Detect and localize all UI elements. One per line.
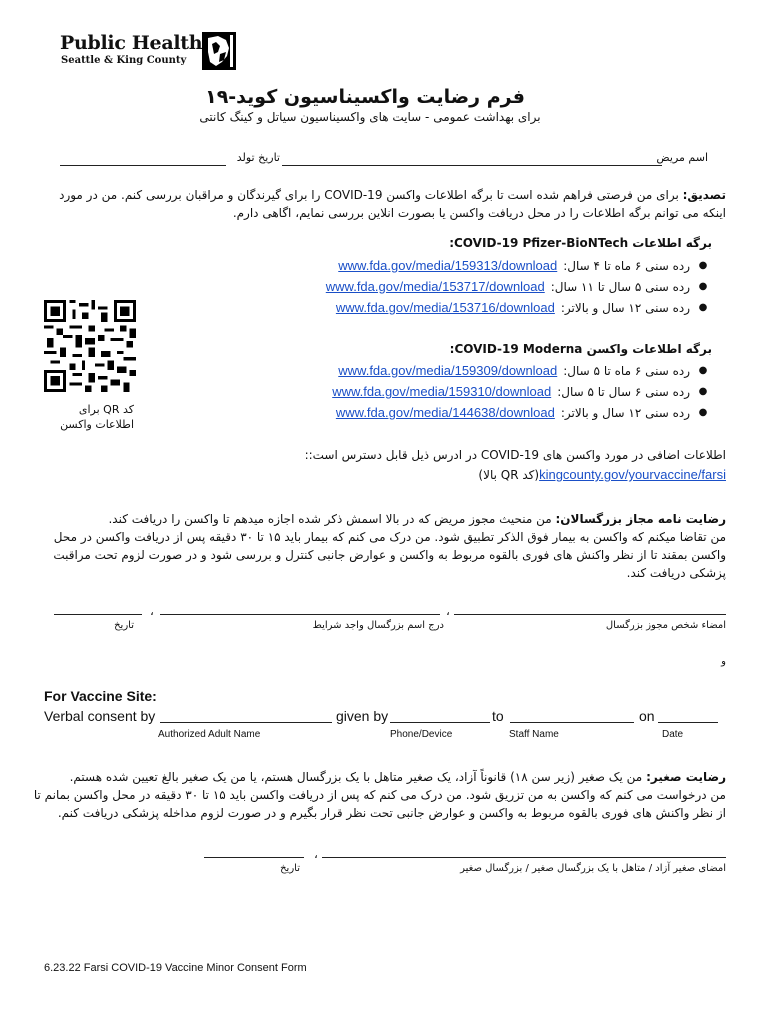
more-info-line2: kingcounty.gov/yourvaccine/farsi(کد QR بالا) (478, 467, 726, 482)
minor-signature-field[interactable] (322, 857, 726, 858)
list-item: ● رده سنی ۶ ماه تا ۵ سال: www.fda.gov/media/159309/download (190, 360, 710, 381)
phone-device-field[interactable] (390, 722, 490, 723)
guardian-consent-line4: پزشکی دریافت کند. (626, 566, 726, 580)
to-label: to (492, 708, 504, 724)
guardian-consent-line1: رضایت نامه مجاز بزرگسالان: من منحیث مجوز مریض که در بالا اسمش ذکر شده اجازه میدهم تا واکسن را دریافت کند. (108, 512, 726, 526)
bullet-icon: ● (698, 407, 708, 418)
qr-code-icon[interactable] (44, 300, 136, 392)
pfizer-link-3[interactable]: www.fda.gov/media/153716/download (335, 300, 555, 315)
verbal-consent-label: Verbal consent by (44, 708, 156, 724)
comma-separator: ، (150, 604, 154, 618)
dob-field[interactable] (60, 165, 226, 166)
list-item: ● رده سنی ۱۲ سال و بالاتر: www.fda.gov/media/144638/download (190, 402, 710, 423)
guardian-name-label: درج اسم بزرگسال واجد شرایط (312, 620, 444, 631)
public-health-logo (60, 32, 240, 70)
attestation-line1: تصدیق: برای من فرصتی فراهم شده است تا برگه اطلاعات واکسن COVID-19 را برای گیرندگان و مراقبان بررسی کنم. من در مورد (59, 188, 726, 202)
date-caption: Date (662, 729, 684, 740)
form-subtitle: برای بهداشت عمومی - سایت های واکسیناسیون سیاتل و کینگ کانتی (199, 110, 541, 124)
patient-name-field[interactable] (282, 165, 662, 166)
bullet-icon: ● (698, 302, 708, 313)
guardian-consent-lead: رضایت نامه مجاز بزرگسالان: (555, 512, 726, 526)
comma-separator: ، (446, 604, 450, 618)
list-item: ● رده سنی ۶ ماه تا ۴ سال: www.fda.gov/media/159313/download (190, 255, 710, 276)
consent-date-field[interactable] (658, 722, 718, 723)
dob-label: تاریخ تولد (236, 151, 280, 164)
patient-name-label: اسم مریض (656, 151, 708, 164)
minor-date-label: تاریخ (280, 863, 300, 874)
footer-form-id: 6.23.22 Farsi COVID-19 Vaccine Minor Consent Form (44, 962, 307, 974)
authorized-adult-name-caption: Authorized Adult Name (158, 729, 261, 740)
pfizer-heading: برگه اطلاعات COVID-19 Pfizer-BioNTech: (449, 236, 712, 250)
guardian-date-label: تاریخ (114, 620, 134, 631)
guardian-name-field[interactable] (160, 614, 440, 615)
minor-consent-line1: رضایت صغیر: من یک صغیر (زیر سن ۱۸) قانوناً آزاد، یک صغیر متاهل با یک بزرگسال هستم، یا من یک صغیر بالغ تعیین شده هستم. (69, 770, 726, 784)
list-item: ● رده سنی ۶ سال تا ۵ سال: www.fda.gov/media/159310/download (190, 381, 710, 402)
moderna-list (190, 360, 710, 423)
logo-title: Public Health (60, 32, 203, 54)
on-label: on (639, 708, 655, 724)
attestation-line2: اینکه می توانم برگه اطلاعات را در محل دریافت واکسن یا بصورت انلاین بررسی نمایم، اگاهی دارم. (232, 206, 726, 220)
pfizer-link-2[interactable]: www.fda.gov/media/153717/download (325, 279, 545, 294)
list-item: ● رده سنی ۱۲ سال و بالاتر: www.fda.gov/media/153716/download (190, 297, 710, 318)
form-title: فرم رضایت واکسیناسیون کوید-۱۹ (205, 86, 525, 108)
guardian-signature-label: امضاء شخص مجوز بزرگسال (605, 620, 726, 631)
guardian-date-field[interactable] (54, 614, 142, 615)
vaccine-site-heading: For Vaccine Site: (44, 688, 157, 704)
moderna-link-3[interactable]: www.fda.gov/media/144638/download (335, 405, 555, 420)
more-info-line1: اطلاعات اضافی در مورد واکسن های COVID-19 در ادرس ذیل قابل دسترس است:: (304, 448, 726, 462)
guardian-consent-line3: واکسن بمقند تا از نظر واکنش های فوری بالقوه مربوط به واکسن و عوارض جانبی کنترل و بررسی شود و در صورت لزوم تحت مراقبت (53, 548, 726, 562)
minor-consent-lead: رضایت صغیر: (646, 770, 726, 784)
authorized-adult-name-field[interactable] (160, 722, 332, 723)
staff-name-caption: Staff Name (509, 729, 559, 740)
attestation-lead: تصدیق: (682, 188, 726, 202)
minor-date-field[interactable] (204, 857, 304, 858)
guardian-signature-field[interactable] (454, 614, 726, 615)
bullet-icon: ● (698, 281, 708, 292)
moderna-heading: برگه اطلاعات واکسن COVID-19 Moderna: (449, 342, 712, 356)
bullet-icon: ● (698, 386, 708, 397)
pfizer-list (190, 255, 710, 318)
guardian-consent-line2: من تقاضا میکنم که واکسن به بیمار فوق الذکر تطبیق شود. من درک می کنم که بیمار باید ۱۵ تا ۳۰ دقیقه پس از دریافت واکسن در محل (53, 530, 726, 544)
given-by-label: given by (336, 708, 389, 724)
moderna-link-2[interactable]: www.fda.gov/media/159310/download (332, 384, 552, 399)
bullet-icon: ● (698, 260, 708, 271)
bullet-icon: ● (698, 365, 708, 376)
staff-name-field[interactable] (510, 722, 634, 723)
list-item: ● رده سنی ۵ سال تا ۱۱ سال: www.fda.gov/media/153717/download (190, 276, 710, 297)
moderna-link-1[interactable]: www.fda.gov/media/159309/download (338, 363, 558, 378)
qr-caption: کد QR برای اطلاعات واکسن (60, 403, 134, 431)
minor-signature-label: امضای صغیر آزاد / متاهل با یک بزرگسال صغیر / بزرگسال صغیر (460, 863, 726, 874)
kingcounty-link[interactable]: kingcounty.gov/yourvaccine/farsi (539, 467, 726, 482)
comma-separator: ، (314, 847, 318, 861)
mlk-portrait-icon (202, 32, 236, 70)
phone-device-caption: Phone/Device (390, 729, 453, 740)
minor-consent-line3: از نظر واکنش های فوری بالقوه مربوط به واکسن و عوارض جانبی تحت نظر قرار بگیرم و در صورت لزوم مداخله پزشکی دریافت کنم. (57, 806, 726, 820)
minor-consent-line2: من درخواست می کنم که واکسن به من تزریق شود. من درک می کنم که پس از دریافت واکسن باید ۱۵ تا ۳۰ دقیقه در محل واکسن بمانم تا (33, 788, 726, 802)
or-separator: و (721, 656, 726, 667)
logo-subtitle: Seattle & King County (61, 55, 187, 66)
pfizer-link-1[interactable]: www.fda.gov/media/159313/download (338, 258, 558, 273)
